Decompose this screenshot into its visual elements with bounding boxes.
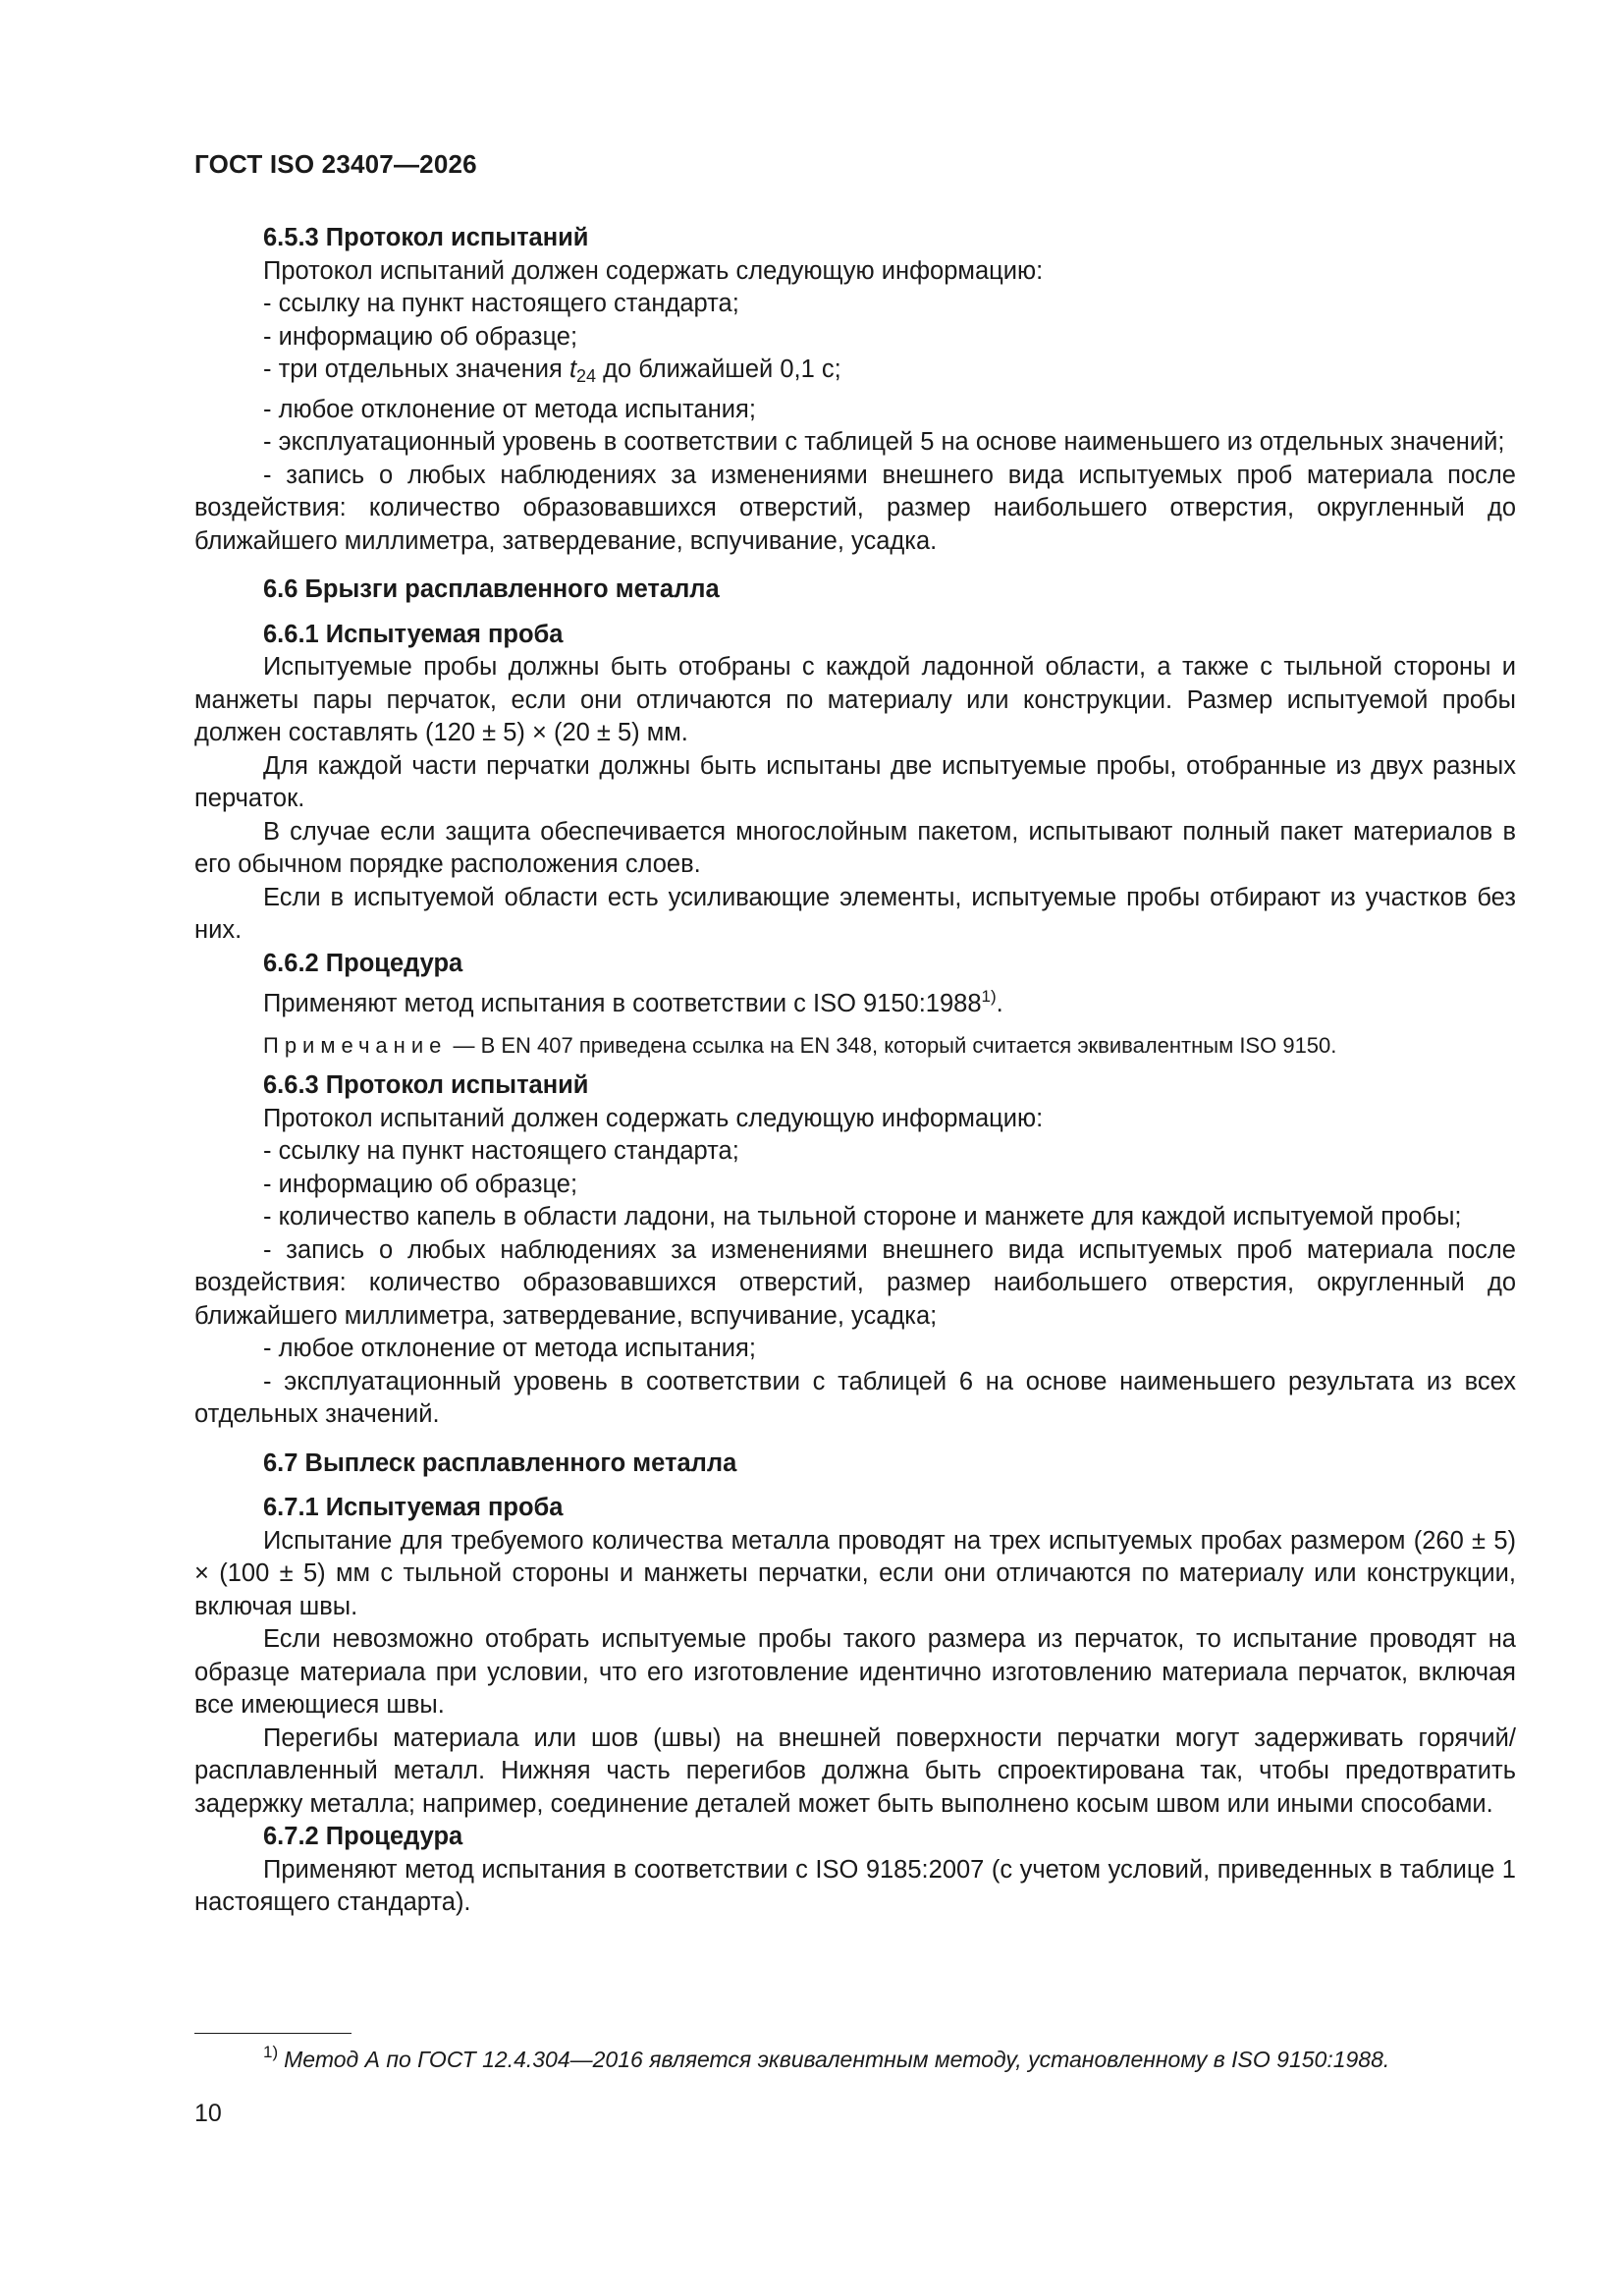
paragraph: Если в испытуемой области есть усиливающие элементы, испытуемые пробы отбирают из участков без них. bbox=[194, 883, 1516, 944]
section-6-7-title: 6.7 Выплеск расплавленного металла bbox=[263, 1449, 737, 1477]
paragraph-text-end: . bbox=[996, 990, 1003, 1017]
paragraph-text: Применяют метод испытания в соответствии с ISO 9150:1988 bbox=[263, 990, 982, 1017]
section-6-6-2-title: 6.6.2 Процедура bbox=[263, 949, 463, 977]
list-item: - количество капель в области ладони, на тыльной стороне и манжете для каждой испытуемой пробы; bbox=[263, 1203, 1462, 1230]
document-code-header: ГОСТ ISO 23407—2026 bbox=[194, 149, 477, 179]
footnote bbox=[263, 2043, 1520, 2073]
list-item-text: - три отдельных значения bbox=[263, 355, 569, 383]
list-item: - эксплуатационный уровень в соответствии с таблицей 6 на основе наименьшего результата из всех отдельных значений. bbox=[194, 1367, 1516, 1428]
list-item: - любое отклонение от метода испытания; bbox=[263, 395, 756, 423]
footnote-text: Метод А по ГОСТ 12.4.304—2016 является эквивалентным методу, установленному в ISO 9150:1988. bbox=[284, 2047, 1390, 2072]
section-6-5-3-title: 6.5.3 Протокол испытаний bbox=[263, 224, 589, 251]
paragraph: Для каждой части перчатки должны быть испытаны две испытуемые пробы, отобранные из двух разных перчаток. bbox=[194, 751, 1516, 812]
section-6-7-2-title: 6.7.2 Процедура bbox=[263, 1823, 463, 1850]
list-item: - ссылку на пункт настоящего стандарта; bbox=[263, 290, 739, 317]
list-item: - информацию об образце; bbox=[263, 1170, 578, 1198]
paragraph: Применяют метод испытания в соответствии с ISO 9185:2007 (с учетом условий, приведенных в таблице 1 настоящего стандарта). bbox=[194, 1855, 1516, 1916]
footnote-mark: 1) bbox=[263, 2043, 279, 2061]
page-number: 10 bbox=[194, 2100, 222, 2127]
section-6-7-1-title: 6.7.1 Испытуемая проба bbox=[263, 1494, 564, 1521]
list-item: - запись о любых наблюдениях за изменениями внешнего вида испытуемых проб материала после воздействия: количество образовавшихся отверстий, размер наибольшего отверстия, округленный до ближайшего миллиметра, затвердевание, вспучивание, усадка. bbox=[194, 461, 1516, 555]
paragraph: Испытание для требуемого количества металла проводят на трех испытуемых пробах размером (260 ± 5) × (100 ± 5) мм с тыльной стороны и манжеты перчатки, если они отличаются по материалу или конструкции, включая швы. bbox=[194, 1526, 1516, 1620]
note bbox=[194, 1029, 1516, 1063]
paragraph: Если невозможно отобрать испытуемые пробы такого размера из перчаток, то испытание проводят на образце материала при условии, что его изготовление идентично изготовлению материала перчаток, включая все имеющиеся швы. bbox=[194, 1625, 1516, 1719]
list-item bbox=[194, 354, 1516, 394]
section-6-6-1-title: 6.6.1 Испытуемая проба bbox=[263, 620, 564, 648]
paragraph bbox=[194, 980, 1516, 1021]
variable-subscript: 24 bbox=[576, 366, 597, 386]
section-6-5-3-intro: Протокол испытаний должен содержать следующую информацию: bbox=[263, 256, 1044, 285]
main-content bbox=[194, 222, 1516, 1920]
list-item: - любое отклонение от метода испытания; bbox=[263, 1335, 756, 1362]
list-item-text: до ближайшей 0,1 с; bbox=[596, 355, 841, 383]
paragraph: Перегибы материала или шов (швы) на внешней поверхности перчатки могут задерживать горячий/расплавленный металл. Нижняя часть перегибов должна быть спроектирована так, чтобы предотвратить задержку металла; например, соединение деталей может быть выполнено косым швом или иными способами. bbox=[194, 1723, 1516, 1818]
section-6-6-title: 6.6 Брызги расплавленного металла bbox=[263, 575, 720, 603]
list-item: - ссылку на пункт настоящего стандарта; bbox=[263, 1137, 739, 1165]
note-label: Примечание bbox=[263, 1032, 448, 1058]
list-item: - эксплуатационный уровень в соответствии с таблицей 5 на основе наименьшего из отдельных значений; bbox=[263, 428, 1505, 456]
variable-t: t bbox=[568, 355, 577, 383]
note-text: — В EN 407 приведена ссылка на EN 348, который считается эквивалентным ISO 9150. bbox=[447, 1032, 1337, 1058]
footnote-reference: 1) bbox=[981, 987, 997, 1006]
list-item: - информацию об образце; bbox=[263, 322, 578, 351]
list-item: - запись о любых наблюдениях за изменениями внешнего вида испытуемых проб материала после воздействия: количество образовавшихся отверстий, размер наибольшего отверстия, округленный до ближайшего миллиметра, затвердевание, вспучивание, усадка; bbox=[194, 1235, 1516, 1330]
section-6-6-3-title: 6.6.3 Протокол испытаний bbox=[263, 1071, 589, 1099]
section-6-6-3-intro: Протокол испытаний должен содержать следующую информацию: bbox=[263, 1104, 1044, 1132]
paragraph: В случае если защита обеспечивается многослойным пакетом, испытывают полный пакет материалов в его обычном порядке расположения слоев. bbox=[194, 817, 1516, 878]
footnote-separator bbox=[194, 2033, 352, 2034]
paragraph: Испытуемые пробы должны быть отобраны с каждой ладонной области, а также с тыльной стороны и манжеты пары перчаток, если они отличаются по материалу или конструкции. Размер испытуемой пробы должен составлять (120 ± 5) × (20 ± 5) мм. bbox=[194, 653, 1516, 746]
